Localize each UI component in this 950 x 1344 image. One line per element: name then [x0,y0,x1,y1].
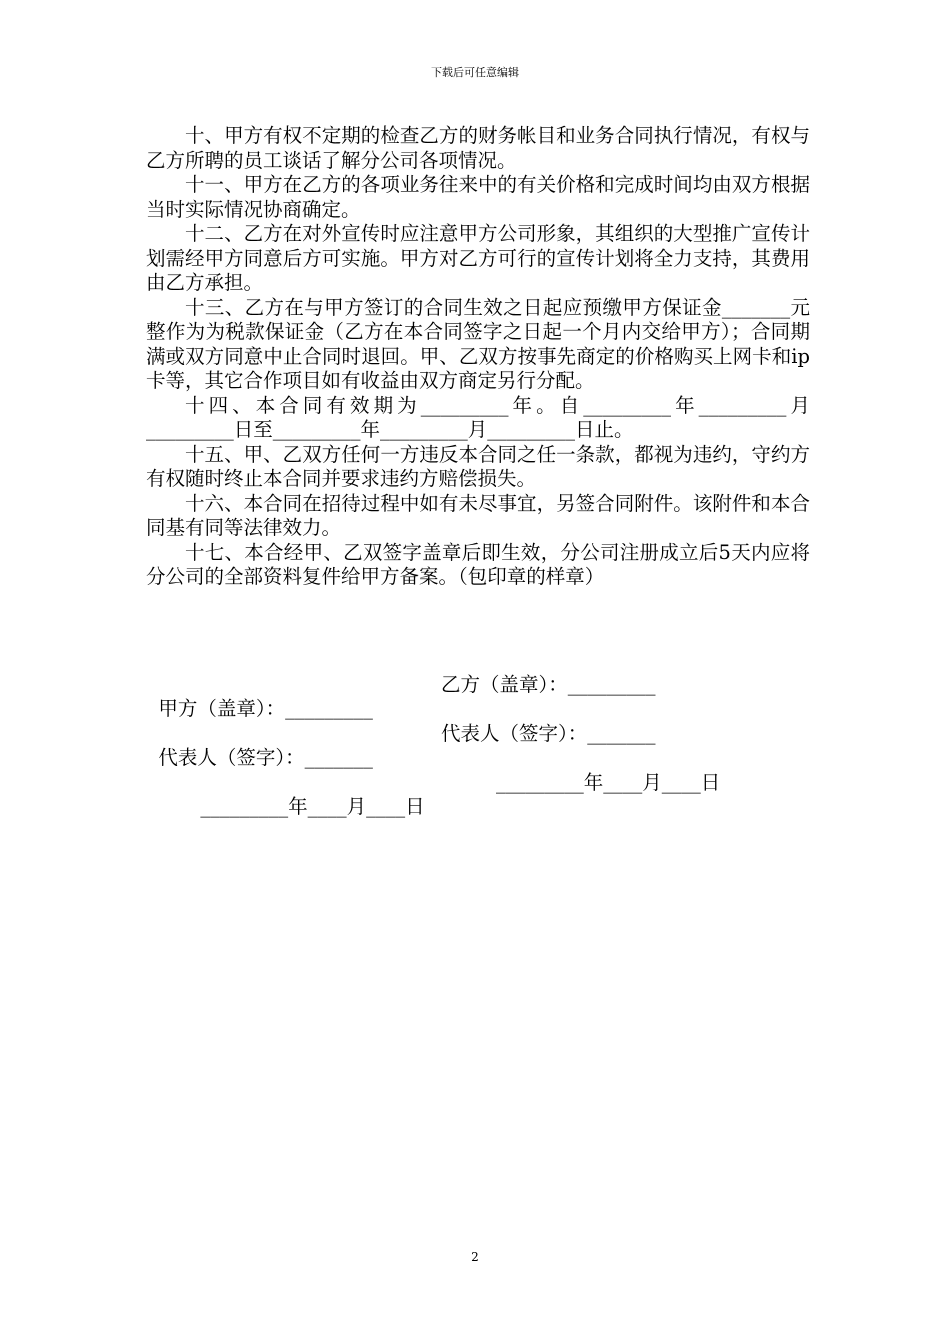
clause-13: 十三、乙方在与甲方签订的合同生效之日起应预缴甲方保证金_______元整作为为税款保证金（乙方在本合同签字之日起一个月内交给甲方）；合同期满或双方同意中止合同时退回。甲、乙双方按事先商定的价格购买上网卡和ip卡等，其它合作项目如有收益由双方商定另行分配。 [146,295,810,392]
party-b-representative: 代表人（签字）：_______ [441,722,656,745]
clause-14: 十四、本合同有效期为_________年。自_________年_________月_________日至_________年_________月_________日止。 [146,393,810,441]
party-b-date: _________年____月____日 [496,771,721,794]
contract-clauses [146,124,810,590]
page-header: 下载后可任意编辑 [431,66,519,79]
clause-10: 十、甲方有权不定期的检查乙方的财务帐目和业务合同执行情况，有权与乙方所聘的员工谈话了解分公司各项情况。 [146,124,810,172]
page-number: 2 [471,1250,479,1264]
clause-17: 十七、本合经甲、乙双签字盖章后即生效，分公司注册成立后5天内应将分公司的全部资料复件给甲方备案。（包印章的样章） [146,540,810,588]
party-a-seal: 甲方（盖章）：_________ [158,697,373,720]
party-a-representative: 代表人（签字）：_______ [158,746,373,769]
clause-11: 十一、甲方在乙方的各项业务往来中的有关价格和完成时间均由双方根据当时实际情况协商确定。 [146,173,810,221]
date-row [188,771,721,843]
party-a-date: _________年____月____日 [200,795,425,818]
clause-12: 十二、乙方在对外宣传时应注意甲方公司形象，其组织的大型推广宣传计划需经甲方同意后方可实施。甲方对乙方可行的宣传计划将全力支持，其费用由乙方承担。 [146,222,810,294]
clause-15: 十五、甲、乙双方任何一方违反本合同之任一条款，都视为违约，守约方有权随时终止本合同并要求违约方赔偿损失。 [146,442,810,490]
party-b-seal: 乙方（盖章）：_________ [441,673,656,696]
clause-16: 十六、本合同在招待过程中如有未尽事宜，另签合同附件。该附件和本合同基有同等法律效力。 [146,491,810,539]
